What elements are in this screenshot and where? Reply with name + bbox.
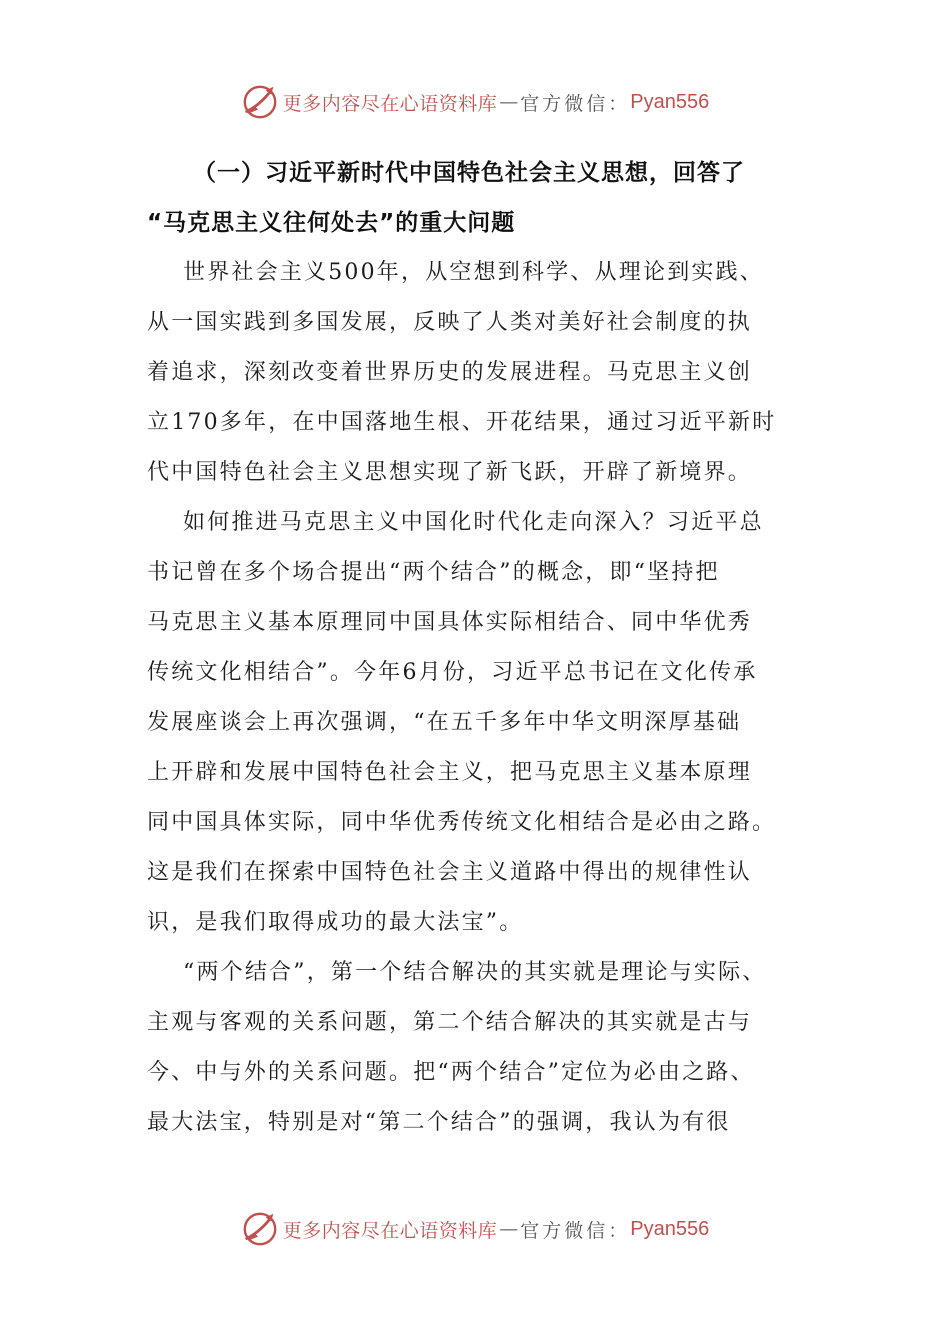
text-line: 从一国实践到多国发展，反映了人类对美好社会制度的执 xyxy=(147,310,753,335)
text-line: 着追求，深刻改变着世界历史的发展进程。马克思主义创 xyxy=(147,360,753,385)
text-line: 传统文化相结合”。今年6月份，习近平总书记在文化传承 xyxy=(147,660,758,685)
paragraph-3 xyxy=(147,948,812,1148)
header-watermark-banner xyxy=(0,80,950,124)
text-line: 同中国具体实际，同中华优秀传统文化相结合是必由之路。 xyxy=(147,810,777,835)
banner-site-text: 更多内容尽在心语资料库 xyxy=(282,92,498,115)
banner-wechat-label: 官方微信： xyxy=(520,1219,631,1242)
text-line: 今、中与外的关系问题。把“两个结合”定位为必由之路、 xyxy=(147,1060,755,1085)
banner-wechat-label: 官方微信： xyxy=(520,92,631,115)
text-line: 最大法宝，特别是对“第二个结合”的强调，我认为有很 xyxy=(147,1110,731,1135)
pen-nib-logo-icon xyxy=(241,1210,279,1248)
text-line: 立170多年，在中国落地生根、开花结果，通过习近平新时 xyxy=(147,410,777,435)
text-line: 如何推进马克思主义中国化时代化走向深入？习近平总 xyxy=(183,510,764,535)
paragraph-2 xyxy=(147,498,812,948)
text-line: 书记曾在多个场合提出“两个结合”的概念，即“坚持把 xyxy=(147,560,720,585)
banner-site-text: 更多内容尽在心语资料库 xyxy=(282,1219,498,1242)
document-body xyxy=(147,148,812,1148)
banner-wechat-id: Pyan556 xyxy=(630,90,710,113)
pen-nib-logo-icon xyxy=(241,83,279,121)
text-line: 代中国特色社会主义思想实现了新飞跃，开辟了新境界。 xyxy=(147,460,753,485)
text-line: 上开辟和发展中国特色社会主义，把马克思主义基本原理 xyxy=(147,760,753,785)
banner-wechat-id: Pyan556 xyxy=(630,1217,710,1240)
text-line: 这是我们在探索中国特色社会主义道路中得出的规律性认 xyxy=(147,860,753,885)
banner-separator: — xyxy=(499,91,519,113)
banner-separator: — xyxy=(499,1218,519,1240)
text-line: 马克思主义基本原理同中国具体实际相结合、同中华优秀 xyxy=(147,610,753,635)
text-line: 发展座谈会上再次强调，“在五千多年中华文明深厚基础 xyxy=(147,710,742,735)
footer-watermark-banner xyxy=(0,1207,950,1251)
paragraph-1 xyxy=(147,248,812,498)
text-line: 世界社会主义500年，从空想到科学、从理论到实践、 xyxy=(183,260,764,285)
heading-line-1: （一）习近平新时代中国特色社会主义思想，回答了 xyxy=(193,160,745,186)
text-line: 主观与客观的关系问题，第二个结合解决的其实就是古与 xyxy=(147,1010,753,1035)
section-heading xyxy=(147,148,812,248)
text-line: “两个结合”，第一个结合解决的其实就是理论与实际、 xyxy=(183,960,767,985)
text-line: 识，是我们取得成功的最大法宝”。 xyxy=(147,910,524,935)
heading-line-2: “马克思主义往何处去”的重大问题 xyxy=(147,210,516,236)
